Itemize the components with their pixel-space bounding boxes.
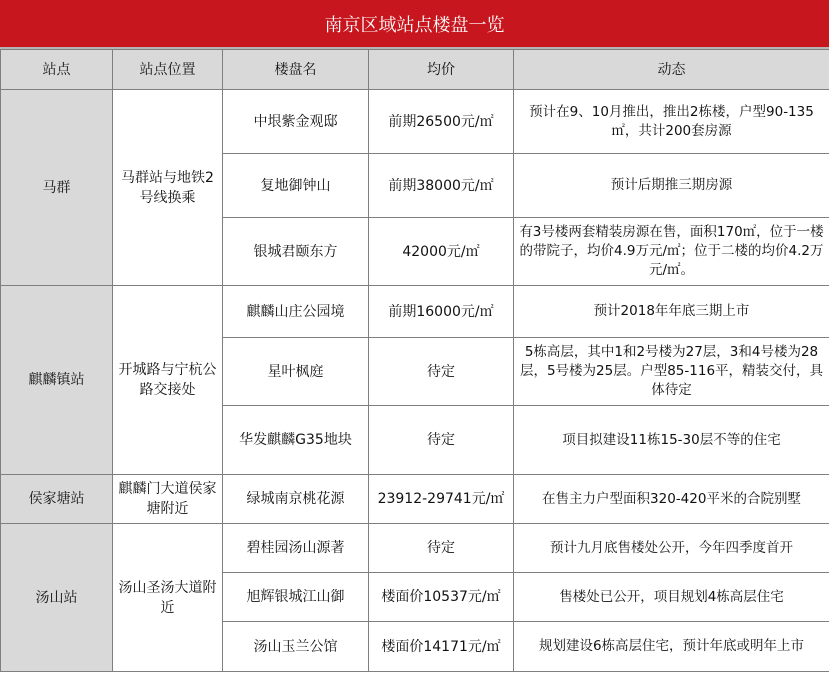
- property-price: 前期26500元/㎡: [369, 90, 514, 154]
- property-name: 绿城南京桃花源: [223, 475, 369, 524]
- property-news: 预计2018年年底三期上市: [514, 286, 829, 338]
- property-news: 预计后期推三期房源: [514, 154, 829, 218]
- station-cell: 马群: [1, 90, 113, 286]
- property-price: 42000元/㎡: [369, 218, 514, 286]
- property-price: 待定: [369, 524, 514, 573]
- table-row: [1, 475, 829, 524]
- header-price: 均价: [369, 50, 514, 90]
- property-name: 银城君颐东方: [223, 218, 369, 286]
- property-price: 楼面价10537元/㎡: [369, 573, 514, 622]
- table-title: 南京区域站点楼盘一览: [0, 0, 829, 47]
- property-name: 中垠紫金观邸: [223, 90, 369, 154]
- property-news: 在售主力户型面积320-420平米的合院别墅: [514, 475, 829, 524]
- table-row: [1, 524, 829, 573]
- header-property: 楼盘名: [223, 50, 369, 90]
- location-cell: 汤山圣汤大道附近: [113, 524, 223, 672]
- header-station: 站点: [1, 50, 113, 90]
- location-cell: 麒麟门大道侯家塘附近: [113, 475, 223, 524]
- property-price: 前期38000元/㎡: [369, 154, 514, 218]
- property-price: 前期16000元/㎡: [369, 286, 514, 338]
- location-cell: 马群站与地铁2号线换乘: [113, 90, 223, 286]
- property-news: 售楼处已公开，项目规划4栋高层住宅: [514, 573, 829, 622]
- location-cell: 开城路与宁杭公路交接处: [113, 286, 223, 475]
- header-news: 动态: [514, 50, 829, 90]
- property-table: [0, 49, 829, 672]
- property-price: 楼面价14171元/㎡: [369, 622, 514, 672]
- station-cell: 麒麟镇站: [1, 286, 113, 475]
- property-news: 预计九月底售楼处公开，今年四季度首开: [514, 524, 829, 573]
- property-news: 项目拟建设11栋15-30层不等的住宅: [514, 406, 829, 475]
- property-name: 复地御钟山: [223, 154, 369, 218]
- station-cell: 汤山站: [1, 524, 113, 672]
- property-name: 华发麒麟G35地块: [223, 406, 369, 475]
- property-name: 星叶枫庭: [223, 338, 369, 406]
- property-news: 有3号楼两套精装房源在售，面积170㎡，位于一楼的带院子，均价4.9万元/㎡；位于二楼的均价4.2万元/㎡。: [514, 218, 829, 286]
- property-price: 待定: [369, 406, 514, 475]
- property-name: 汤山玉兰公馆: [223, 622, 369, 672]
- station-cell: 侯家塘站: [1, 475, 113, 524]
- property-news: 预计在9、10月推出，推出2栋楼，户型90-135㎡，共计200套房源: [514, 90, 829, 154]
- header-row: [1, 50, 829, 90]
- property-name: 麒麟山庄公园境: [223, 286, 369, 338]
- property-name: 碧桂园汤山源著: [223, 524, 369, 573]
- property-news: 5栋高层，其中1和2号楼为27层，3和4号楼为28层，5号楼为25层。户型85-116平，精装交付，具体待定: [514, 338, 829, 406]
- property-price: 23912-29741元/㎡: [369, 475, 514, 524]
- property-price: 待定: [369, 338, 514, 406]
- header-location: 站点位置: [113, 50, 223, 90]
- table-row: [1, 90, 829, 154]
- property-news: 规划建设6栋高层住宅，预计年底或明年上市: [514, 622, 829, 672]
- property-name: 旭辉银城江山御: [223, 573, 369, 622]
- table-row: [1, 286, 829, 338]
